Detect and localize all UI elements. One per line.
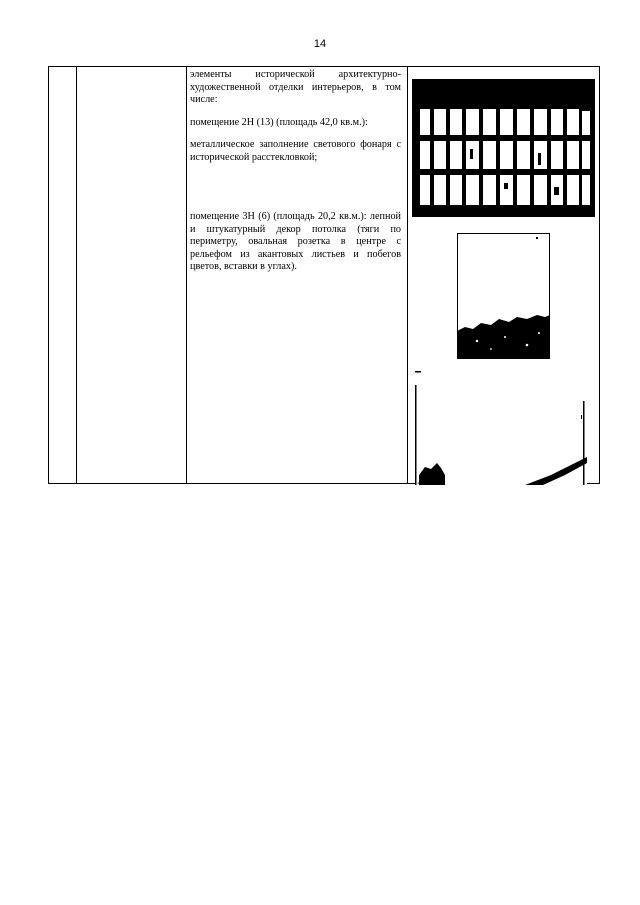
paragraph-room-3n: помещение 3Н (6) (площадь 20,2 кв.м.): лепной и штукатурный декор потолка (тяги по периметру, овальная розетка в центре с рельефом из акантовых листьев и побегов цветов, вставки в углах).: [190, 211, 401, 272]
paragraph-elements: элементы исторической архитектурно-художественной отделки интерьеров, в том числе:: [190, 69, 401, 105]
paragraph-room-2n: помещение 2Н (13) (площадь 42,0 кв.м.):: [190, 116, 368, 128]
ceiling-decor-photo: [457, 233, 550, 359]
document-table: [48, 66, 600, 484]
photo-cell: [407, 67, 601, 485]
column-divider: [186, 67, 187, 483]
ceiling-corner-photo: [415, 371, 587, 485]
page-number: 14: [313, 38, 327, 50]
paragraph-skylight: металлическое заполнение светового фонаря с исторической расстекловкой;: [190, 139, 401, 163]
skylight-glazing-photo: [412, 79, 595, 225]
column-divider: [76, 67, 77, 483]
description-cell: [190, 69, 401, 274]
